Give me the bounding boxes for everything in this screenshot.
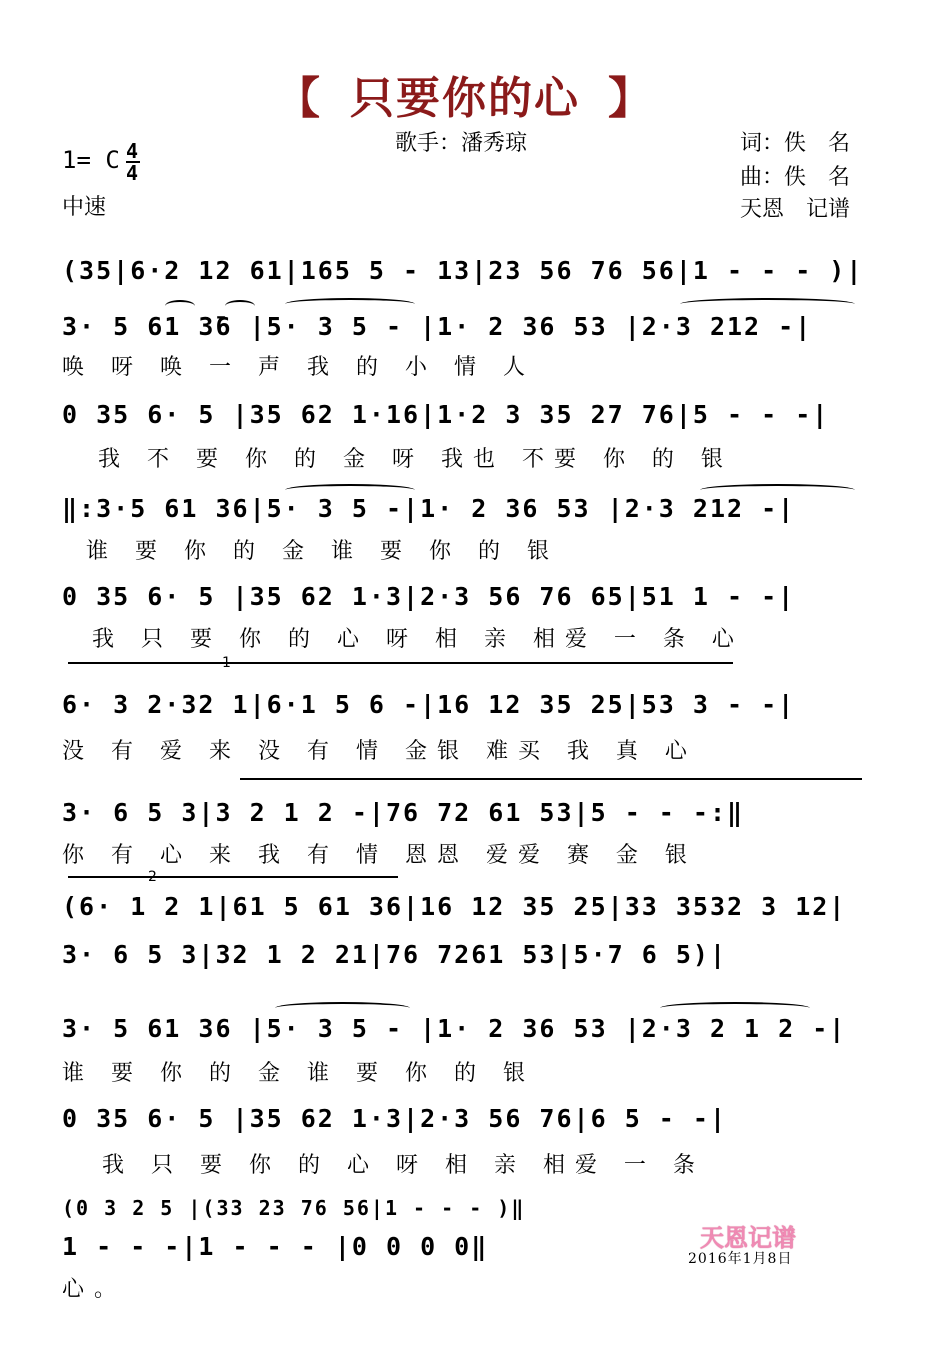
score-line-5: 0 35 6· 5 |35 62 1·3|2·3 56 76 65|51 1 - -| [62,582,796,611]
time-signature [126,139,140,185]
composer: 曲：佚 名 [740,165,851,190]
tempo: 中速 [62,195,107,220]
slur [285,298,415,310]
slur [225,300,255,312]
title-bracket-open: 【 [276,73,322,124]
score-line-6: 6· 3 2·32 1|6·1 5 6 -|16 12 35 25|53 3 - -| [62,690,796,719]
lyrics-line-2: 唤 呀 唤 一 声 我 的 小 情 人 [62,355,535,380]
title-text: 只要你的心 [350,73,580,124]
volta-bracket-2 [68,876,398,878]
singer: 歌手：潘秀琼 [395,131,528,156]
time-signature-bottom: 4 [126,161,139,185]
score-line-3: 0 35 6· 5 |35 62 1·16|1·2 3 35 27 76|5 - - -| [62,400,830,429]
score-line-8: (6· 1 2 1|61 5 61 36|16 12 35 25|33 3532 3 12| [62,892,847,921]
score-line-1: (35|6·2 12 61|165 5 - 13|23 56 76 56|1 - - - )| [62,256,864,285]
slur [680,298,855,310]
time-signature-top: 4 [126,139,139,163]
song-title [0,62,930,126]
lyrics-line-11: 我 只 要 你 的 心 呀 相 亲 相爱 一 条 [102,1153,705,1178]
volta-number-1: 1 [222,655,231,671]
score-line-9: 3· 6 5 3|32 1 2 21|76 7261 53|5·7 6 5)| [62,940,727,969]
lyrics-line-7: 你 有 心 来 我 有 情 恩恩 爱爱 赛 金 银 [62,843,697,868]
lyrics-line-5: 我 只 要 你 的 心 呀 相 亲 相爱 一 条 心 [92,627,744,652]
transcriber: 天恩 记谱 [740,197,851,222]
lyrics-line-3: 我 不 要 你 的 金 呀 我也 不要 你 的 银 [98,447,733,472]
score-line-12b: 1 - - -|1 - - - |0 0 0 0‖ [62,1232,489,1261]
title-bracket-close: 】 [608,73,654,124]
volta-bracket-1 [68,662,733,664]
lyricist: 词：佚 名 [740,131,851,156]
slur [165,300,195,312]
volta-bracket-top [240,778,862,780]
lyrics-line-4: 谁 要 你 的 金 谁 要 你 的 银 [86,539,559,564]
transcriber-stamp: 天恩记谱 [700,1223,796,1252]
volta-number-2: 2 [148,869,157,885]
key-signature: 1= C [62,146,120,174]
lyrics-line-6: 没 有 爱 来 没 有 情 金银 难买 我 真 心 [62,739,697,764]
score-line-11: 0 35 6· 5 |35 62 1·3|2·3 56 76|6 5 - -| [62,1104,727,1133]
final-lyric: 心。 [62,1277,127,1302]
score-line-4: ‖:3·5 61 36|5· 3 5 -|1· 2 36 53 |2·3 212 -| [62,494,796,523]
lyrics-line-10: 谁 要 你 的 金 谁 要 你 的 银 [62,1061,535,1086]
score-line-2: 3· 5 61 3̄6 |5· 3 5 - |1· 2 36 53 |2·3 212 -| [62,312,813,341]
score-line-7: 3· 6 5 3|3 2 1 2 -|76 72 61 53|5 - - -:‖ [62,798,745,827]
score-line-10: 3· 5 61 36 |5· 3 5 - |1· 2 36 53 |2·3 2 1 2 -| [62,1014,847,1043]
transcription-date: 2016年1月8日 [688,1251,793,1267]
score-line-12a: (0 3 2 5 |(33 23 76 56|1 - - - )‖ [62,1196,526,1220]
slur [275,1002,410,1014]
slur [660,1002,810,1014]
